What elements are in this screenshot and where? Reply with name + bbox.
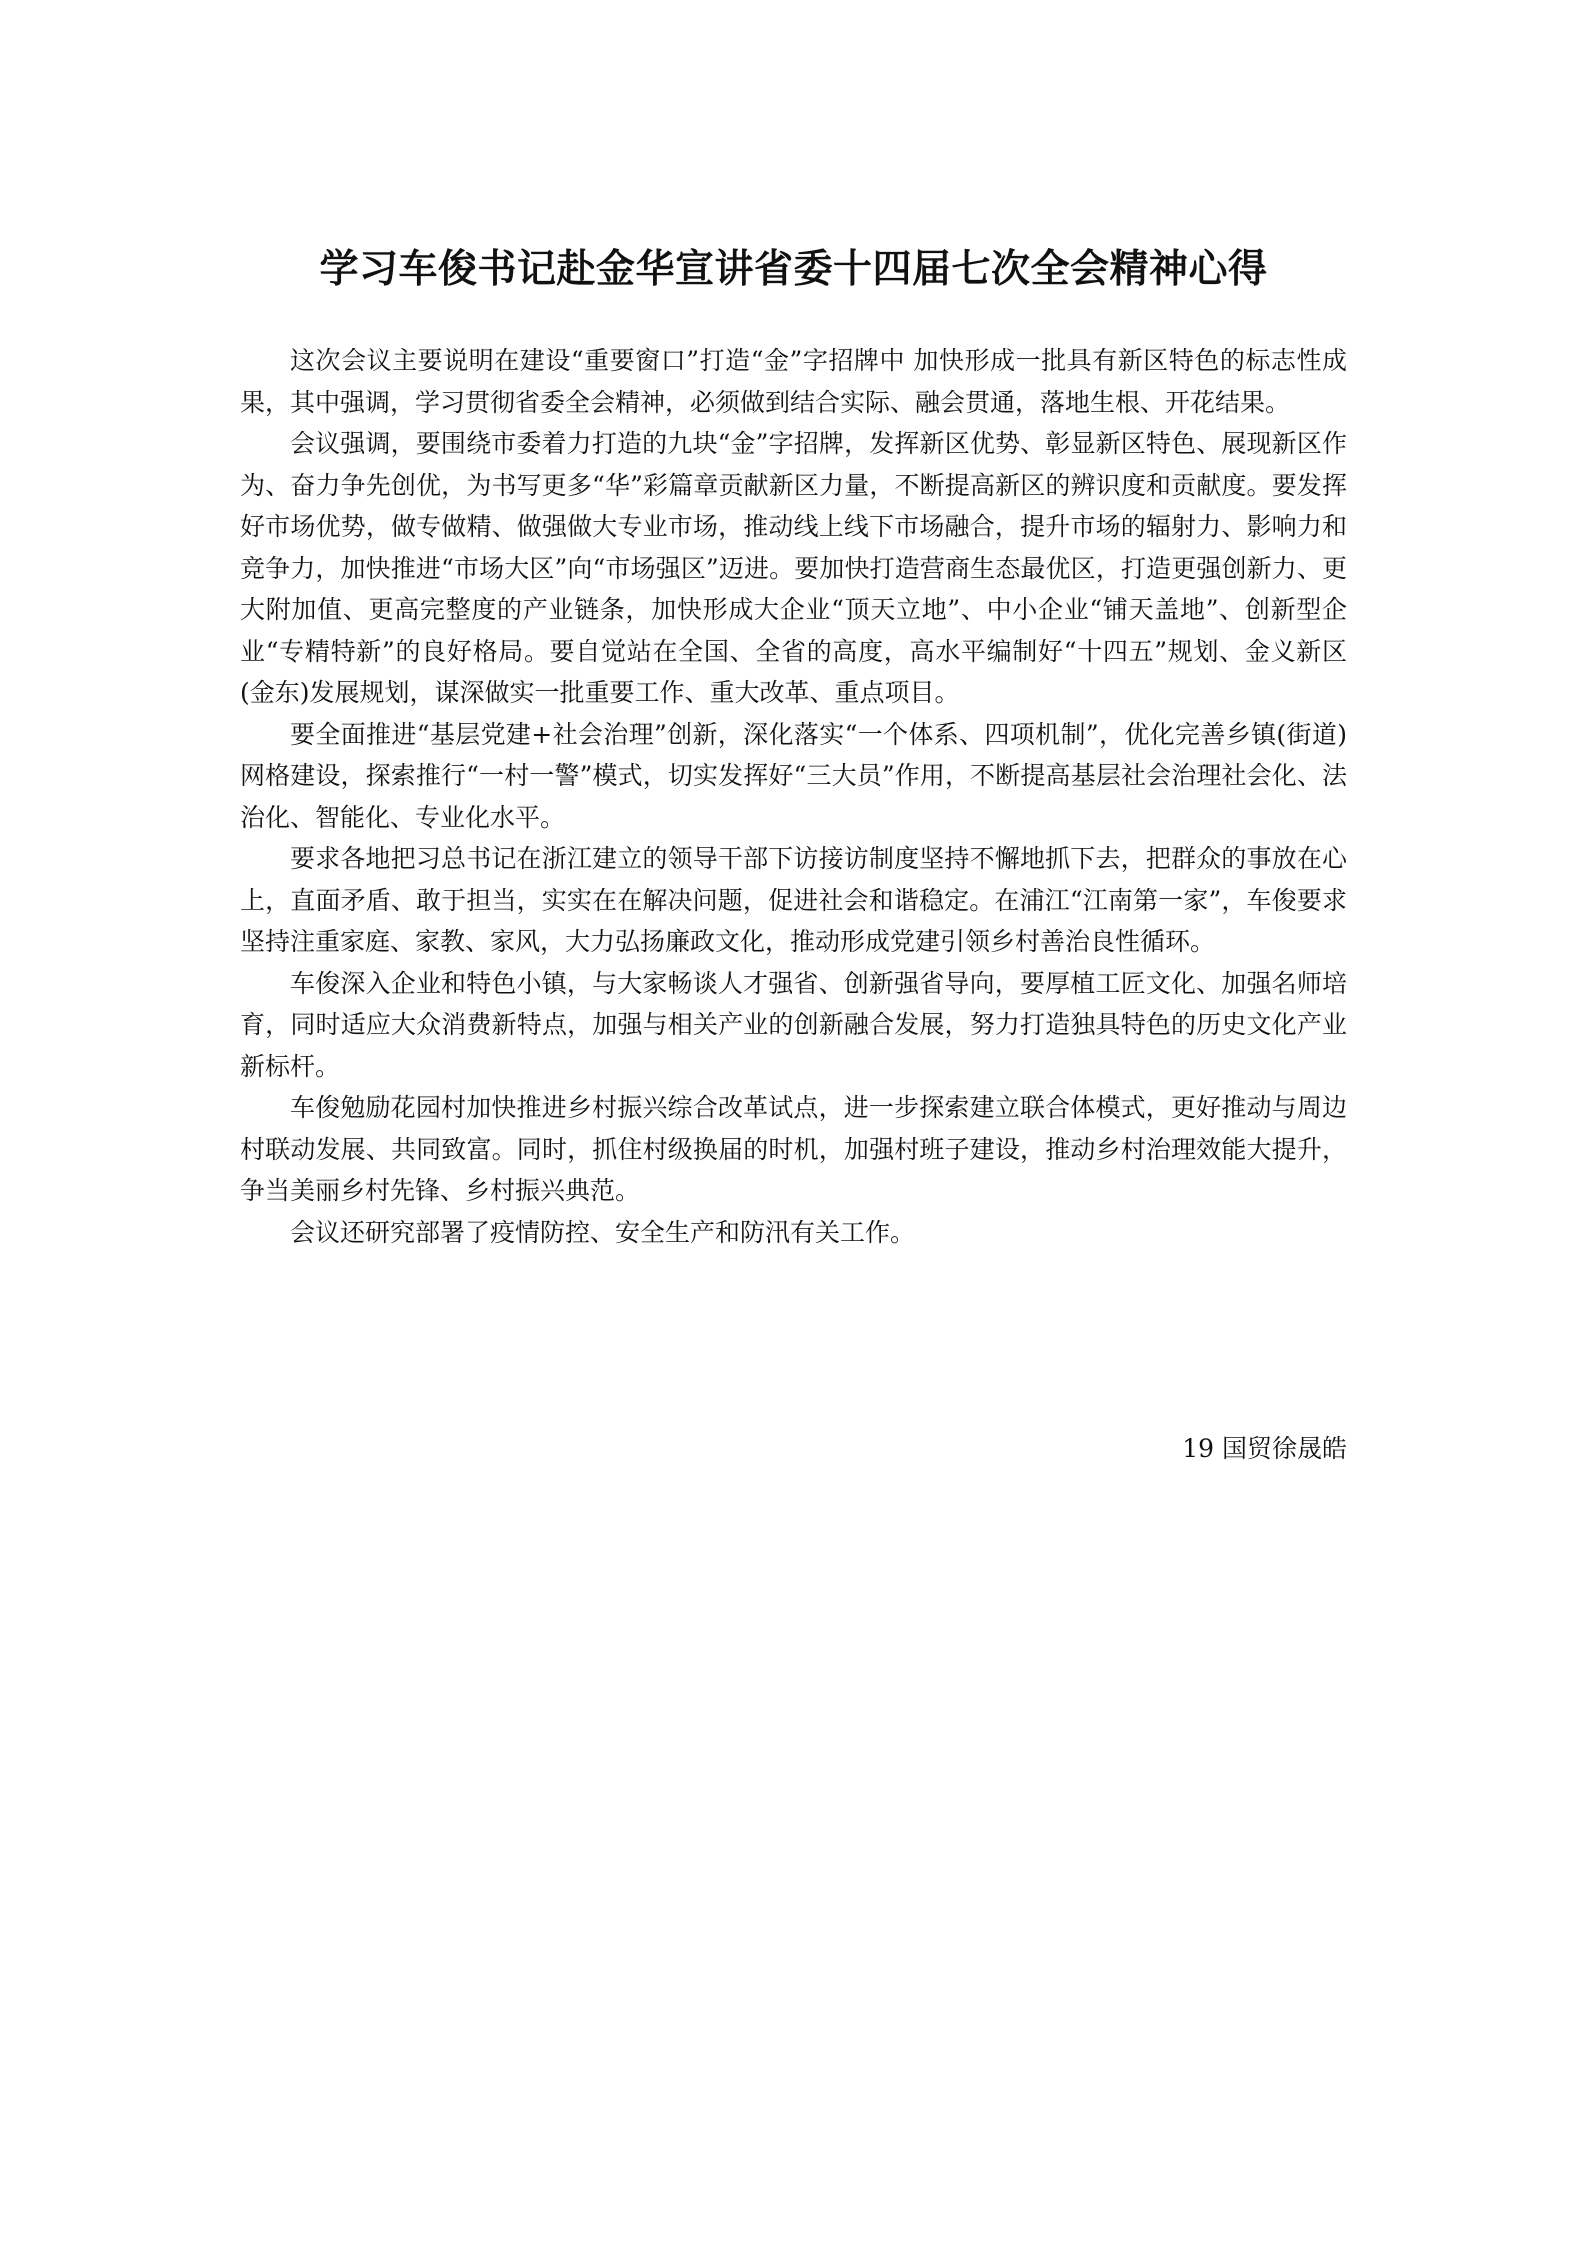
paragraph-7: 会议还研究部署了疫情防控、安全生产和防汛有关工作。 (290, 1217, 916, 1247)
author-signature: 19 国贸徐晟皓 (1182, 1434, 1347, 1463)
document-body (240, 340, 1347, 1253)
paragraph-5: 车俊深入企业和特色小镇，与大家畅谈人才强省、创新强省导向，要厚植工匠文化、加强名师培育，同时适应大众消费新特点，加强与相关产业的创新融合发展，努力打造独具特色的历史文化产业新标杆。 (240, 968, 1347, 1081)
paragraph-4: 要求各地把习总书记在浙江建立的领导干部下访接访制度坚持不懈地抓下去，把群众的事放在心上，直面矛盾、敢于担当，实实在在解决问题，促进社会和谐稳定。在浦江“江南第一家”，车俊要求坚持注重家庭、家教、家风，大力弘扬廉政文化，推动形成党建引领乡村善治良性循环。 (240, 844, 1347, 956)
paragraph-3: 要全面推进“基层党建+社会治理”创新，深化落实“一个体系、四项机制”，优化完善乡镇(街道)网格建设，探索推行“一村一警”模式，切实发挥好“三大员”作用，不断提高基层社会治理社会化、法治化、智能化、专业化水平。 (240, 719, 1347, 832)
paragraph-6: 车俊勉励花园村加快推进乡村振兴综合改革试点，进一步探索建立联合体模式，更好推动与周边村联动发展、共同致富。同时，抓住村级换届的时机，加强村班子建设，推动乡村治理效能大提升，争当美丽乡村先锋、乡村振兴典范。 (240, 1093, 1347, 1205)
document-title: 学习车俊书记赴金华宣讲省委十四届七次全会精神心得 (319, 247, 1268, 292)
paragraph-2: 会议强调，要围绕市委着力打造的九块“金”字招牌，发挥新区优势、彰显新区特色、展现新区作为、奋力争先创优，为书写更多“华”彩篇章贡献新区力量，不断提高新区的辨识度和贡献度。要发挥好市场优势，做专做精、做强做大专业市场，推动线上线下市场融合，提升市场的辐射力、影响力和竞争力，加快推进“市场大区”向“市场强区”迈进。要加快打造营商生态最优区，打造更强创新力、更大附加值、更高完整度的产业链条，加快形成大企业“顶天立地”、中小企业“铺天盖地”、创新型企业“专精特新”的良好格局。要自觉站在全国、全省的高度，高水平编制好“十四五”规划、金义新区(金东)发展规划，谋深做实一批重要工作、重大改革、重点项目。 (240, 429, 1347, 707)
paragraph-1: 这次会议主要说明在建设“重要窗口”打造“金”字招牌中 加快形成一批具有新区特色的标志性成果，其中强调，学习贯彻省委全会精神，必须做到结合实际、融会贯通，落地生根、开花结果。 (240, 346, 1347, 417)
